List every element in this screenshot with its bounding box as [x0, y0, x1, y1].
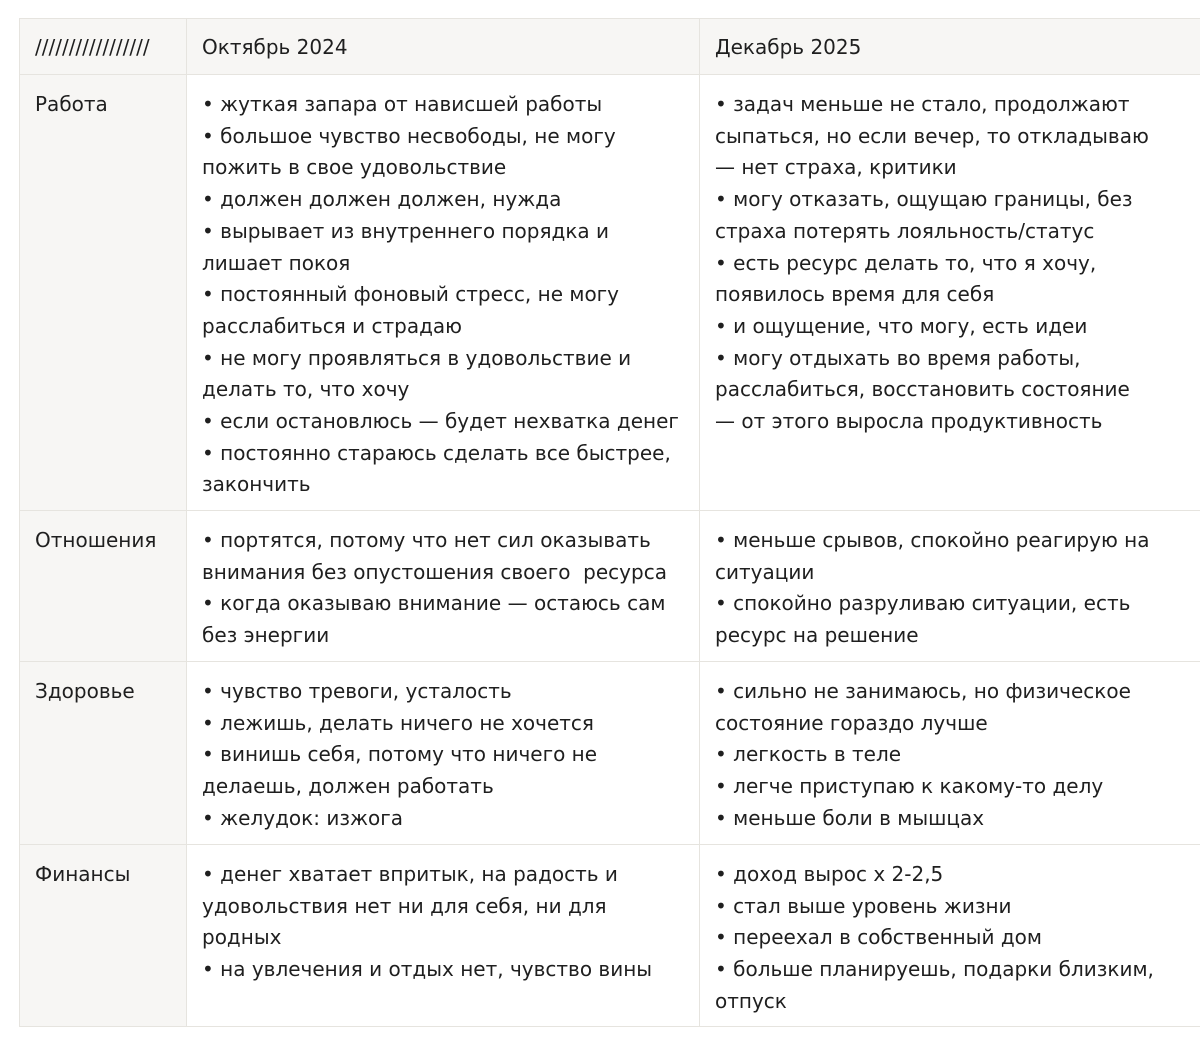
list-item-line: • меньше срывов, спокойно реагирую на	[715, 528, 1150, 552]
list-item-line: • доход вырос х 2-2,5	[715, 862, 944, 886]
list-item-continuation: внимания без опустошения своего ресурса	[202, 559, 667, 584]
before-cell	[187, 662, 700, 845]
list-item-line: • переехал в собственный дом	[715, 925, 1042, 950]
category-cell: Отношения	[20, 511, 187, 662]
list-item-line: • меньше боли в мышцах	[715, 805, 985, 830]
list-item-continuation: расслабиться, восстановить состояние	[715, 377, 1130, 402]
list-item-continuation: отпуск	[715, 988, 787, 1013]
list-item-continuation: лишает покоя	[202, 250, 351, 275]
list-item-continuation: без энергии	[202, 623, 330, 648]
after-cell	[700, 662, 1200, 845]
list-item-continuation: делаешь, должен работать	[202, 774, 494, 799]
list-item-line: • денег хватает впритык, на радость и	[202, 862, 618, 886]
header-corner-cell: /////////////////	[20, 19, 187, 75]
list-item-line: • постоянный фоновый стресс, не могу	[202, 282, 620, 307]
list-item-line: • когда оказываю внимание — остаюсь сам	[202, 591, 666, 616]
comparison-table-container	[19, 18, 1179, 1024]
list-item-line: • легкость в теле	[715, 742, 902, 767]
list-item-continuation: делать то, что хочу	[202, 377, 410, 402]
list-item-line: • постоянно стараюсь сделать все быстрее,	[202, 440, 671, 465]
list-item-continuation: ситуации	[715, 559, 815, 584]
list-item-line: • на увлечения и отдых нет, чувство вины	[202, 957, 653, 982]
after-cell	[700, 845, 1200, 1027]
table-row-work	[20, 75, 1200, 511]
list-item-continuation: удовольствия нет ни для себя, ни для	[202, 893, 607, 918]
list-item-line: • чувство тревоги, усталость	[202, 679, 512, 703]
after-cell	[700, 511, 1200, 662]
header-october-2024: Октябрь 2024	[187, 19, 700, 75]
category-cell: Здоровье	[20, 662, 187, 845]
list-item-continuation: — от этого выросла продуктивность	[715, 409, 1103, 434]
list-item-line: • больше планируешь, подарки близким,	[715, 957, 1154, 982]
list-item-line: • вырывает из внутреннего порядка и	[202, 218, 610, 243]
table-row-health	[20, 662, 1200, 845]
list-item-line: • есть ресурс делать то, что я хочу,	[715, 250, 1097, 275]
list-item-continuation: закончить	[202, 472, 311, 497]
category-cell: Финансы	[20, 845, 187, 1027]
category-cell: Работа	[20, 75, 187, 511]
list-item-line: • желудок: изжога	[202, 805, 403, 830]
list-item-line: • если остановлюсь — будет нехватка денег	[202, 409, 679, 434]
list-item-line: • спокойно разруливаю ситуации, есть	[715, 591, 1131, 616]
before-cell	[187, 845, 700, 1027]
list-item-line: • должен должен должен, нужда	[202, 187, 562, 212]
list-item-line: • не могу проявляться в удовольствие и	[202, 345, 632, 370]
list-item-continuation: появилось время для себя	[715, 282, 995, 307]
list-item-line: • задач меньше не стало, продолжают	[715, 92, 1130, 116]
before-cell	[187, 75, 700, 511]
list-item-continuation: — нет страха, критики	[715, 155, 957, 180]
list-item-line: • винишь себя, потому что ничего не	[202, 742, 598, 767]
table-row-finances	[20, 845, 1200, 1027]
list-item-line: • стал выше уровень жизни	[715, 893, 1012, 918]
list-item-line: • лежишь, делать ничего не хочется	[202, 710, 594, 735]
list-item-continuation: страха потерять лояльность/статус	[715, 218, 1095, 243]
list-item-line: • сильно не занимаюсь, но физическое	[715, 679, 1131, 703]
before-cell	[187, 511, 700, 662]
list-item-continuation: пожить в свое удовольствие	[202, 155, 507, 180]
list-item-line: • большое чувство несвободы, не могу	[202, 123, 616, 148]
list-item-continuation: ресурс на решение	[715, 623, 919, 648]
list-item-continuation: состояние гораздо лучше	[715, 710, 988, 735]
comparison-table	[19, 18, 1200, 1027]
table-header-row	[20, 19, 1200, 75]
list-item-continuation: родных	[202, 925, 282, 950]
list-item-line: • могу отказать, ощущаю границы, без	[715, 187, 1133, 212]
after-cell	[700, 75, 1200, 511]
list-item-line: • портятся, потому что нет сил оказывать	[202, 528, 651, 552]
list-item-line: • могу отдыхать во время работы,	[715, 345, 1081, 370]
list-item-line: • жуткая запара от нависшей работы	[202, 92, 603, 116]
list-item-line: • легче приступаю к какому-то делу	[715, 774, 1104, 799]
list-item-continuation: расслабиться и страдаю	[202, 313, 463, 338]
list-item-line: • и ощущение, что могу, есть идеи	[715, 313, 1088, 338]
table-row-relationships	[20, 511, 1200, 662]
list-item-continuation: сыпаться, но если вечер, то откладываю	[715, 123, 1149, 148]
header-december-2025: Декабрь 2025	[700, 19, 1200, 75]
